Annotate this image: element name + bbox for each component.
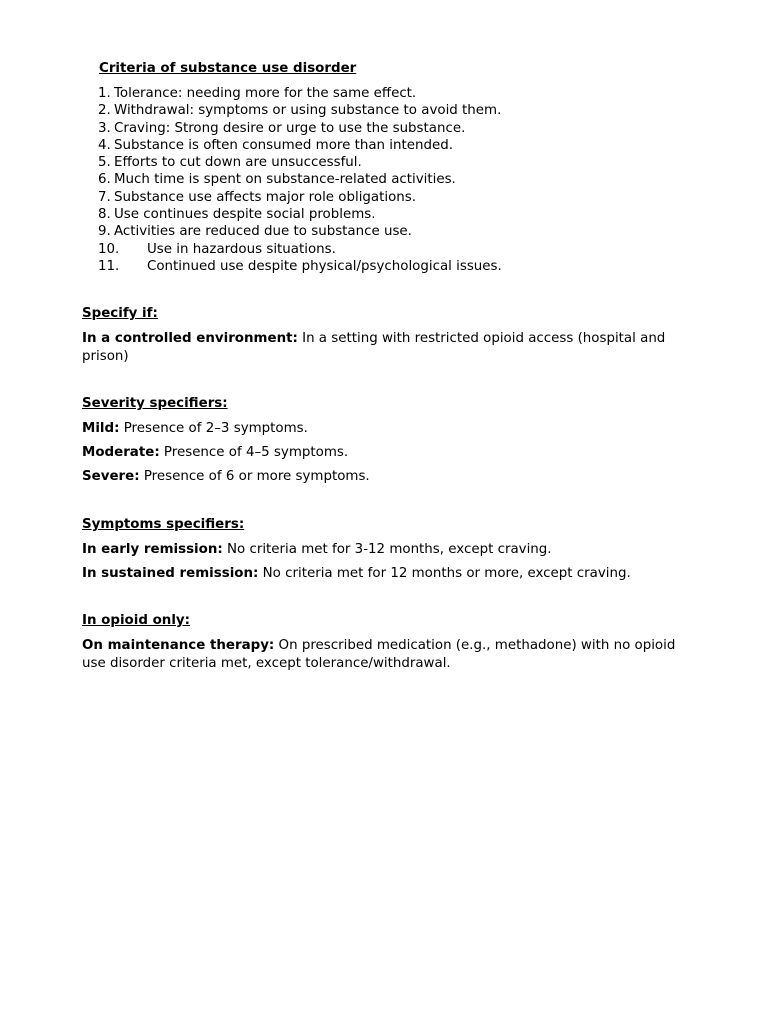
criteria-item-text: Use continues despite social problems. xyxy=(114,207,376,223)
criteria-item-number: 8. xyxy=(98,207,111,223)
criteria-title: Criteria of substance use disorder xyxy=(99,61,357,76)
criteria-item-text: Use in hazardous situations. xyxy=(147,241,336,257)
criteria-item-text: Withdrawal: symptoms or using substance to avoid them. xyxy=(114,103,502,119)
moderate-label: Moderate: xyxy=(82,445,160,460)
criteria-item-number: 5. xyxy=(98,155,111,171)
criteria-item-number: 3. xyxy=(98,120,111,136)
moderate-text: Presence of 4–5 symptoms. xyxy=(159,445,349,460)
criteria-item xyxy=(98,85,502,102)
criteria-list xyxy=(98,85,502,275)
criteria-item-text: Substance use affects major role obligations. xyxy=(114,189,417,205)
controlled-environment-paragraph xyxy=(82,330,702,365)
severe-paragraph xyxy=(82,468,702,486)
early-remission-label: In early remission: xyxy=(82,542,223,557)
criteria-item-number: 7. xyxy=(98,189,111,205)
criteria-item-text: Craving: Strong desire or urge to use the substance. xyxy=(114,120,466,136)
early-remission-text: No criteria met for 3-12 months, except craving. xyxy=(222,542,552,557)
criteria-item-text: Continued use despite physical/psychological issues. xyxy=(147,258,502,274)
moderate-paragraph xyxy=(82,444,702,462)
severe-text: Presence of 6 or more symptoms. xyxy=(139,469,370,484)
criteria-item-text: Much time is spent on substance-related activities. xyxy=(114,172,456,188)
mild-label: Mild: xyxy=(82,421,120,436)
sustained-remission-text: No criteria met for 12 months or more, except craving. xyxy=(258,566,631,581)
criteria-item-text: Substance is often consumed more than intended. xyxy=(114,137,453,153)
criteria-item xyxy=(98,241,502,258)
criteria-item-text: Tolerance: needing more for the same effect. xyxy=(114,86,417,101)
specify-if-heading: Specify if: xyxy=(82,306,158,321)
sustained-remission-label: In sustained remission: xyxy=(82,566,259,581)
sustained-remission-paragraph xyxy=(82,565,702,583)
early-remission-paragraph xyxy=(82,541,702,559)
criteria-item-text: Efforts to cut down are unsuccessful. xyxy=(114,155,362,171)
maintenance-therapy-label: On maintenance therapy: xyxy=(82,638,275,653)
criteria-item-number: 6. xyxy=(98,172,111,188)
criteria-item xyxy=(98,206,502,223)
criteria-item xyxy=(98,223,502,240)
criteria-item-number: 2. xyxy=(98,103,111,119)
criteria-item-text: Activities are reduced due to substance use. xyxy=(114,224,412,240)
criteria-item xyxy=(98,154,502,171)
criteria-item xyxy=(98,171,502,188)
criteria-item xyxy=(98,102,502,119)
criteria-item-number: 1. xyxy=(98,86,111,101)
criteria-item xyxy=(98,120,502,137)
criteria-item-number: 9. xyxy=(98,224,111,240)
criteria-item xyxy=(98,189,502,206)
criteria-item xyxy=(98,137,502,154)
mild-text: Presence of 2–3 symptoms. xyxy=(119,421,308,436)
severity-heading: Severity specifiers: xyxy=(82,396,228,411)
criteria-item-number: 11. xyxy=(98,258,120,274)
opioid-heading: In opioid only: xyxy=(82,613,190,628)
mild-paragraph xyxy=(82,420,702,438)
severe-label: Severe: xyxy=(82,469,140,484)
maintenance-therapy-text: On prescribed medication (e.g., methadone) with no opioid use disorder criteria met, except tolerance/withdrawal. xyxy=(82,638,676,671)
criteria-item-number: 10. xyxy=(98,241,120,257)
controlled-environment-text: In a setting with restricted opioid access (hospital and prison) xyxy=(82,331,666,364)
maintenance-therapy-paragraph xyxy=(82,637,702,672)
criteria-item xyxy=(98,258,502,275)
criteria-item-number: 4. xyxy=(98,137,111,153)
symptoms-heading: Symptoms specifiers: xyxy=(82,517,245,532)
controlled-environment-label: In a controlled environment: xyxy=(82,331,298,346)
